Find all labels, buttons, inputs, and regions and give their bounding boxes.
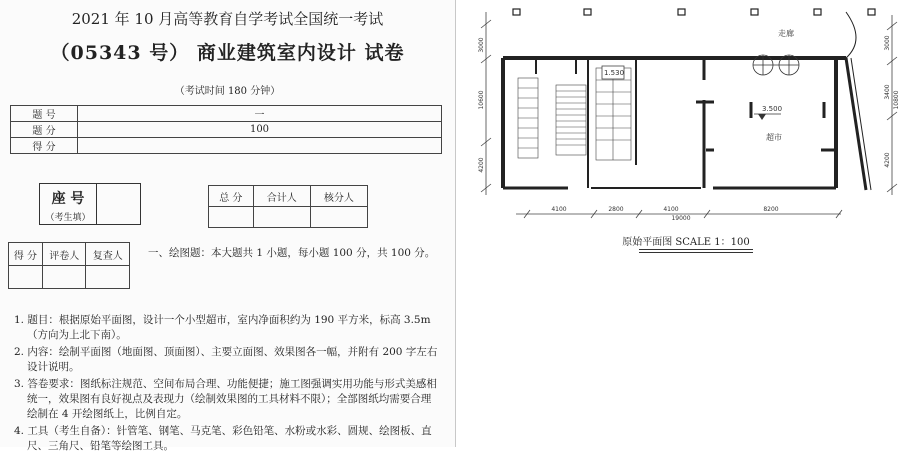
floor-plan-page [456,0,911,447]
exam-title: 2021 年 10 月高等教育自学考试全国统一考试 [71,10,384,28]
score-table [10,105,442,154]
exam-subject-title: （05343 号） 商业建筑室内设计 试卷 [50,42,405,64]
grader-cell[interactable] [310,207,367,228]
section-col-header: 复查人 [86,243,130,266]
section-col-header: 评卷人 [42,243,86,266]
section-cell[interactable] [86,266,130,289]
grader-col-header: 总 分 [209,186,254,207]
seat-input[interactable] [96,184,141,224]
section-cell[interactable] [9,266,43,289]
requirements-list [14,313,440,456]
corridor-label: 走廊 [778,29,794,38]
dim-label: 10600 [478,90,485,110]
table-row [9,243,130,266]
score-table-label: 题 号 [11,106,78,122]
requirement-item: 3. 答卷要求：图纸标注规范、空间布局合理、功能便捷；施工图强调实用功能与形式美感相统一，效果图有良好视点及表现力（绘制效果图的工具材料不限）；全部图纸均需要合理绘制在 4 开绘图纸上，比例自定。 [14,378,437,420]
section-score-table [8,242,130,289]
exam-time: （考试时间 180 分钟） [174,86,281,97]
dim-label: 3000 [478,37,485,53]
seat-number-box [39,183,141,225]
table-row [209,207,368,228]
supermarket-label: 超市 [766,133,782,142]
dim-label: 10800 [893,90,900,110]
score-table-value: 一 [78,106,442,122]
dim-label: 3000 [884,35,891,51]
level-marker-icon [758,114,766,120]
caption-underline [639,249,753,250]
caption-underline [639,252,753,253]
table-row [11,138,442,154]
dim-label: 4200 [884,152,891,168]
dim-label: 3400 [884,84,891,100]
grader-col-header: 核分人 [310,186,367,207]
main-level-label: 3.500 [762,105,783,113]
table-row [209,186,368,207]
exam-paper-page [0,0,455,452]
seat-label: 座 号 [51,191,85,207]
score-table-value[interactable] [78,138,442,154]
plan-caption: 原始平面图 SCALE 1：100 [622,237,750,248]
requirement-item: 4. 工具（考生自备）：针管笔、钢笔、马克笔、彩色铅笔、水粉或水彩、圆规、绘图板、直尺、三角尺、铅笔等绘图工具。 [14,425,432,452]
grader-cell[interactable] [253,207,310,228]
table-row [11,106,442,122]
section-cell[interactable] [42,266,86,289]
original-floor-plan-drawing [456,0,911,447]
table-row [9,266,130,289]
dim-total-label: 19000 [671,215,691,222]
dim-label: 2800 [608,206,624,213]
section-title: 一、绘图题：本大题共 1 小题，每小题 100 分，共 100 分。 [148,247,436,259]
score-table-label: 题 分 [11,122,78,138]
seat-sublabel: （考生填） [45,213,91,223]
grader-table [208,185,368,228]
grader-cell[interactable] [209,207,254,228]
grader-col-header: 合计人 [253,186,310,207]
score-table-value: 100 [78,122,442,138]
dim-label: 8200 [763,206,779,213]
table-row [11,122,442,138]
score-table-label: 得 分 [11,138,78,154]
dim-label: 4100 [663,206,679,213]
dim-label: 4100 [551,206,567,213]
requirement-item: 2. 内容：绘制平面图（地面图、顶面图）、主要立面图、效果图各一幅，并附有 200 字左右设计说明。 [14,346,438,373]
requirement-item: 1. 题目：根据原始平面图，设计一个小型超市，室内净面积约为 190 平方米，标高 3.5m（方向为上北下南）。 [14,314,431,341]
section-col-header: 得 分 [9,243,43,266]
dim-label: 4200 [478,157,485,173]
stair-level-label: 1.530 [604,69,625,77]
